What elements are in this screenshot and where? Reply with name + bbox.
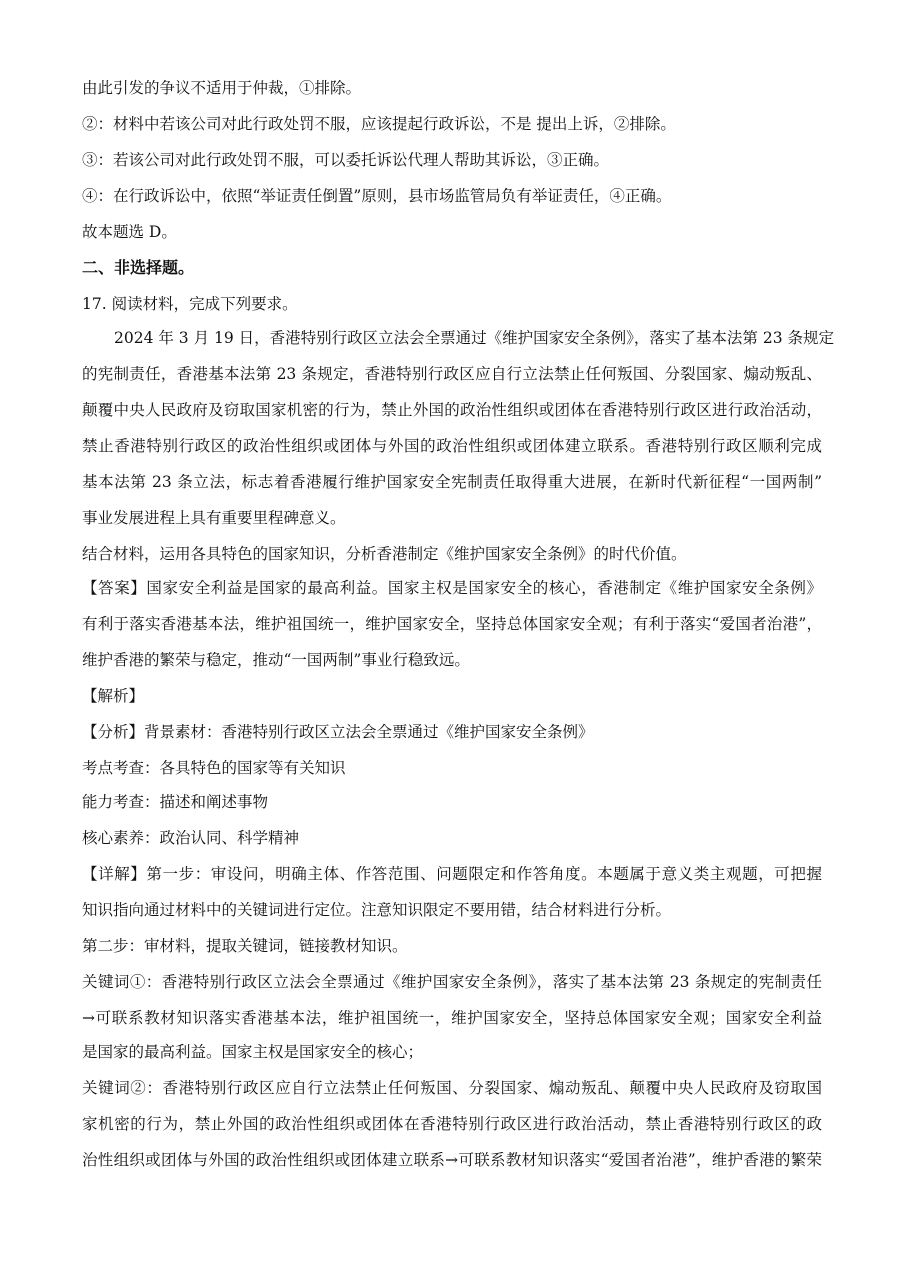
text-line: ③：若该公司对此行政处罚不服，可以委托诉讼代理人帮助其诉讼，③正确。 (82, 151, 610, 169)
analysis-line: 考点考查：各具特色的国家等有关知识 (82, 759, 346, 777)
analysis-line: 能力考查：描述和阐述事物 (82, 793, 269, 811)
material-paragraph-line: 2024 年 3 月 19 日，香港特别行政区立法会全票通过《维护国家安全条例》，落实了基本法第 23 条规定 (114, 329, 834, 347)
detail-line: →可联系教材知识落实香港基本法，维护祖国统一，维护国家安全，坚持总体国家安全观；国家安全利益 (82, 1009, 822, 1027)
detail-line: 是国家的最高利益。国家主权是国家安全的核心； (82, 1043, 424, 1061)
detail-line: 【详解】第一步：审设问，明确主体、作答范围、问题限定和作答角度。本题属于意义类主观题，可把握 (82, 865, 822, 883)
material-paragraph-line: 颠覆中央人民政府及窃取国家机密的行为，禁止外国的政治性组织或团体在香港特别行政区进行政治活动， (82, 401, 822, 419)
text-line: ②：材料中若该公司对此行政处罚不服，应该提起行政诉讼，不是 提出上诉，②排除。 (82, 115, 676, 133)
material-paragraph-line: 的宪制责任，香港基本法第 23 条规定，香港特别行政区应自行立法禁止任何叛国、分裂国家、煽动叛乱、 (82, 365, 822, 383)
answer-line: 有利于落实香港基本法，维护祖国统一，维护国家安全，坚持总体国家安全观；有利于落实“爱国者治港”， (82, 615, 822, 633)
detail-line: 治性组织或团体与外国的政治性组织或团体建立联系→可联系教材知识落实“爱国者治港”，维护香港的繁荣 (82, 1151, 822, 1169)
detail-line: 关键词②：香港特别行政区应自行立法禁止任何叛国、分裂国家、煽动叛乱、颠覆中央人民政府及窃取国 (82, 1079, 822, 1097)
detail-line: 关键词①：香港特别行政区立法会全票通过《维护国家安全条例》，落实了基本法第 23 条规定的宪制责任 (82, 973, 822, 991)
material-paragraph-line: 事业发展进程上具有重要里程碑意义。 (82, 509, 346, 527)
question-title: 17. 阅读材料，完成下列要求。 (82, 295, 298, 313)
detail-line: 知识指向通过材料中的关键词进行定位。注意知识限定不要用错，结合材料进行分析。 (82, 901, 672, 919)
section-heading: 二、非选择题。 (82, 258, 195, 277)
answer-line: 维护香港的繁荣与稳定，推动“一国两制”事业行稳致远。 (82, 651, 470, 669)
text-line: ④：在行政诉讼中，依照“举证责任倒置”原则，县市场监管局负有举证责任，④正确。 (82, 187, 672, 205)
detail-line: 家机密的行为，禁止外国的政治性组织或团体在香港特别行政区进行政治活动，禁止香港特别行政区的政 (82, 1115, 822, 1133)
detail-line: 第二步：审材料，提取关键词，链接教材知识。 (82, 937, 408, 955)
text-line: 由此引发的争议不适用于仲裁，①排除。 (82, 79, 362, 97)
analysis-label: 【解析】 (82, 687, 145, 705)
question-prompt: 结合材料，运用各具特色的国家知识，分析香港制定《维护国家安全条例》的时代价值。 (82, 545, 687, 563)
answer-line: 【答案】国家安全利益是国家的最高利益。国家主权是国家安全的核心，香港制定《维护国家安全条例》 (82, 579, 822, 597)
material-paragraph-line: 基本法第 23 条立法，标志着香港履行维护国家安全宪制责任取得重大进展，在新时代新征程“一国两制” (82, 473, 822, 491)
analysis-line: 【分析】背景素材：香港特别行政区立法会全票通过《维护国家安全条例》 (82, 723, 594, 741)
analysis-line: 核心素养：政治认同、科学精神 (82, 829, 300, 847)
material-paragraph-line: 禁止香港特别行政区的政治性组织或团体与外国的政治性组织或团体建立联系。香港特别行政区顺利完成 (82, 437, 822, 455)
text-line: 故本题选 D。 (82, 223, 177, 241)
